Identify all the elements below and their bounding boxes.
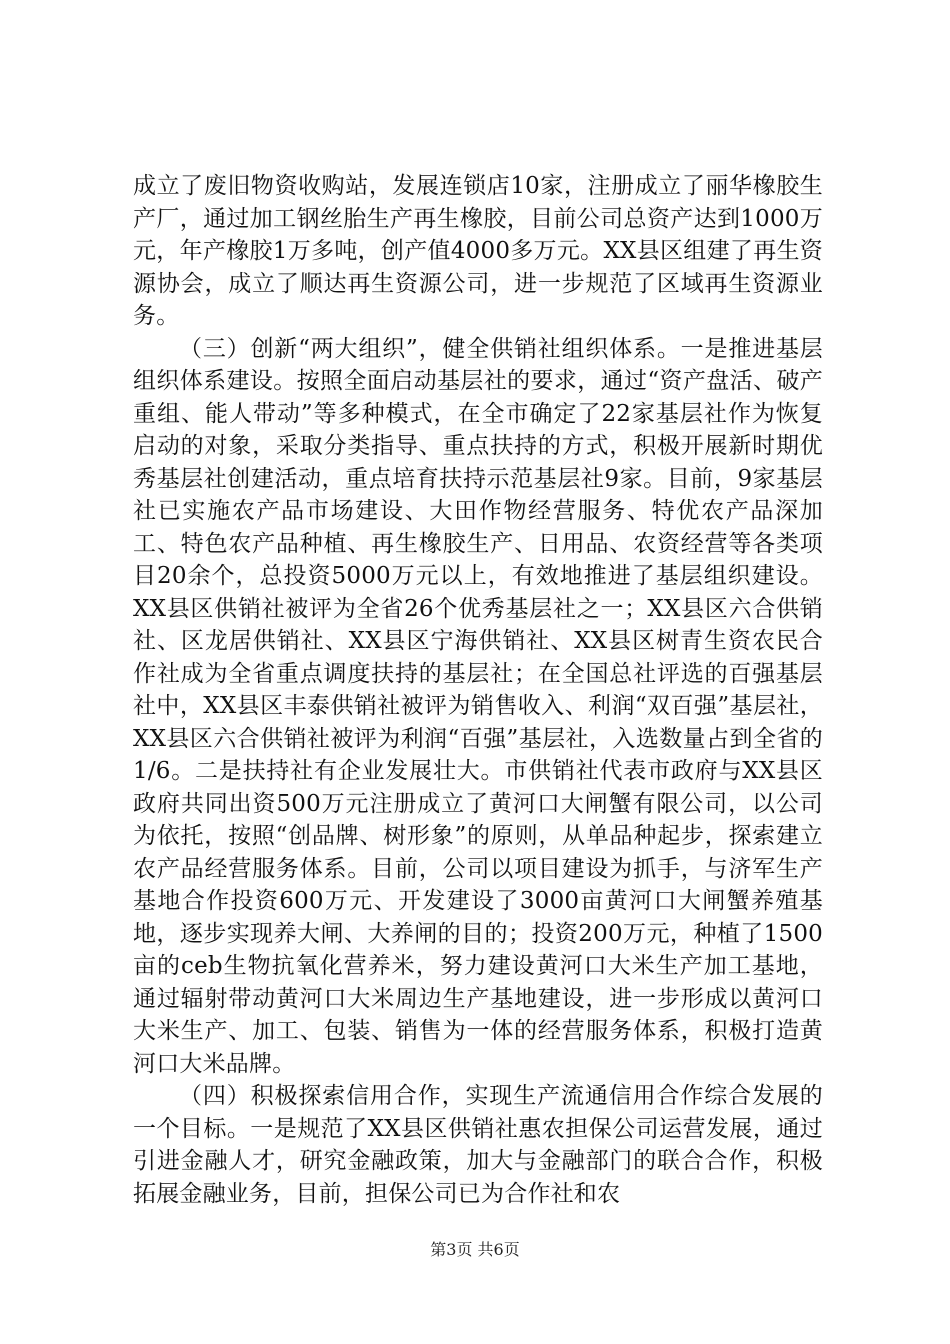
paragraph-2-section-three: （三）创新“两大组织”，健全供销社组织体系。一是推进基层组织体系建设。按照全面启动基层社的要求，通过“资产盘活、破产重组、能人带动”等多种模式，在全市确定了22家基层社作为恢复启动的对象，采取分类指导、重点扶持的方式，积极开展新时期优秀基层社创建活动，重点培育扶持示范基层社9家。目前，9家基层社已实施农产品市场建设、大田作物经营服务、特优农产品深加工、特色农产品种植、再生橡胶生产、日用品、农资经营等各类项目20余个，总投资5000万元以上，有效地推进了基层组织建设。XX县区供销社被评为全省26个优秀基层社之一；XX县区六合供销社、区龙居供销社、XX县区宁海供销社、XX县区树青生资农民合作社成为全省重点调度扶持的基层社；在全国总社评选的百强基层社中，XX县区丰泰供销社被评为销售收入、利润“双百强”基层社，XX县区六合供销社被评为利润“百强”基层社，入选数量占到全省的1/6。二是扶持社有企业发展壮大。市供销社代表市政府与XX县区政府共同出资500万元注册成立了黄河口大闸蟹有限公司，以公司为依托，按照“创品牌、树形象”的原则，从单品种起步，探索建立农产品经营服务体系。目前，公司以项目建设为抓手，与济军生产基地合作投资600万元、开发建设了3000亩黄河口大闸蟹养殖基地，逐步实现养大闸、大养闸的目的；投资200万元，种植了1500亩的ceb生物抗氧化营养米，努力建设黄河口大米生产加工基地，通过辐射带动黄河口大米周边生产基地建设，进一步形成以黄河口大米生产、加工、包装、销售为一体的经营服务体系，积极打造黄河口大米品牌。 [133,335,823,1077]
paragraph-1: 成立了废旧物资收购站，发展连锁店10家，注册成立了丽华橡胶生产厂，通过加工钢丝胎生产再生橡胶，目前公司总资产达到1000万元，年产橡胶1万多吨，创产值4000多万元。XX县区组建了再生资源协会，成立了顺达再生资源公司，进一步规范了区域再生资源业务。 [133,173,823,329]
page-footer [0,1240,950,1260]
document-body [133,170,823,1210]
page-number: 第3页 共6页 [430,1240,520,1259]
paragraph-3-section-four: （四）积极探索信用合作，实现生产流通信用合作综合发展的一个目标。一是规范了XX县区供销社惠农担保公司运营发展，通过引进金融人才，研究金融政策，加大与金融部门的联合合作，积极拓展金融业务，目前，担保公司已为合作社和农 [133,1083,823,1207]
